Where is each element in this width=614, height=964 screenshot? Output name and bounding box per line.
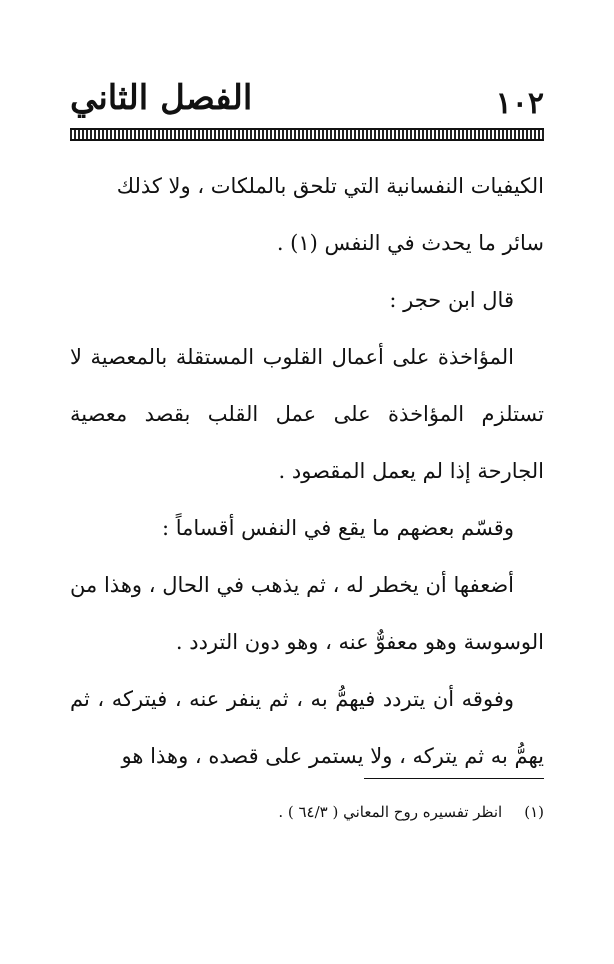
text-line: قال ابن حجر : (389, 288, 514, 312)
paragraph: وفوقه أن يتردد فيهمُّ به ، ثم ينفر عنه ، فيتركه ، ثم يهمُّ به ثم يتركه ، ولا يستمر على قصده ، وهذا هو (70, 687, 544, 768)
header-divider (70, 128, 544, 141)
text-line: الكيفيات النفسانية التي تلحق بالملكات ، ولا كذلك (116, 174, 544, 198)
paragraph: المؤاخذة على أعمال القلوب المستقلة بالمعصية لا تستلزم المؤاخذة على عمل القلب بقصد معصية الجارحة إذا لم يعمل المقصود . (70, 345, 544, 483)
body-text (70, 158, 544, 785)
page-number: ١٠٢ (495, 86, 544, 121)
footnote (70, 800, 544, 824)
chapter-title: الفصل الثاني (70, 78, 253, 118)
paragraph: أضعفها أن يخطر له ، ثم يذهب في الحال ، وهذا من الوسوسة وهو معفوٌّ عنه ، وهو دون التردد . (70, 573, 544, 654)
footnote-number: (١) (524, 803, 544, 821)
text-line: سائر ما يحدث في النفس (١) . (276, 231, 544, 255)
text-line: وقسّم بعضهم ما يقع في النفس أقساماً : (162, 516, 514, 540)
footnote-divider (364, 778, 544, 779)
footnote-text: انظر تفسيره روح المعاني ( ٦٤/٣ ) . (278, 803, 503, 821)
